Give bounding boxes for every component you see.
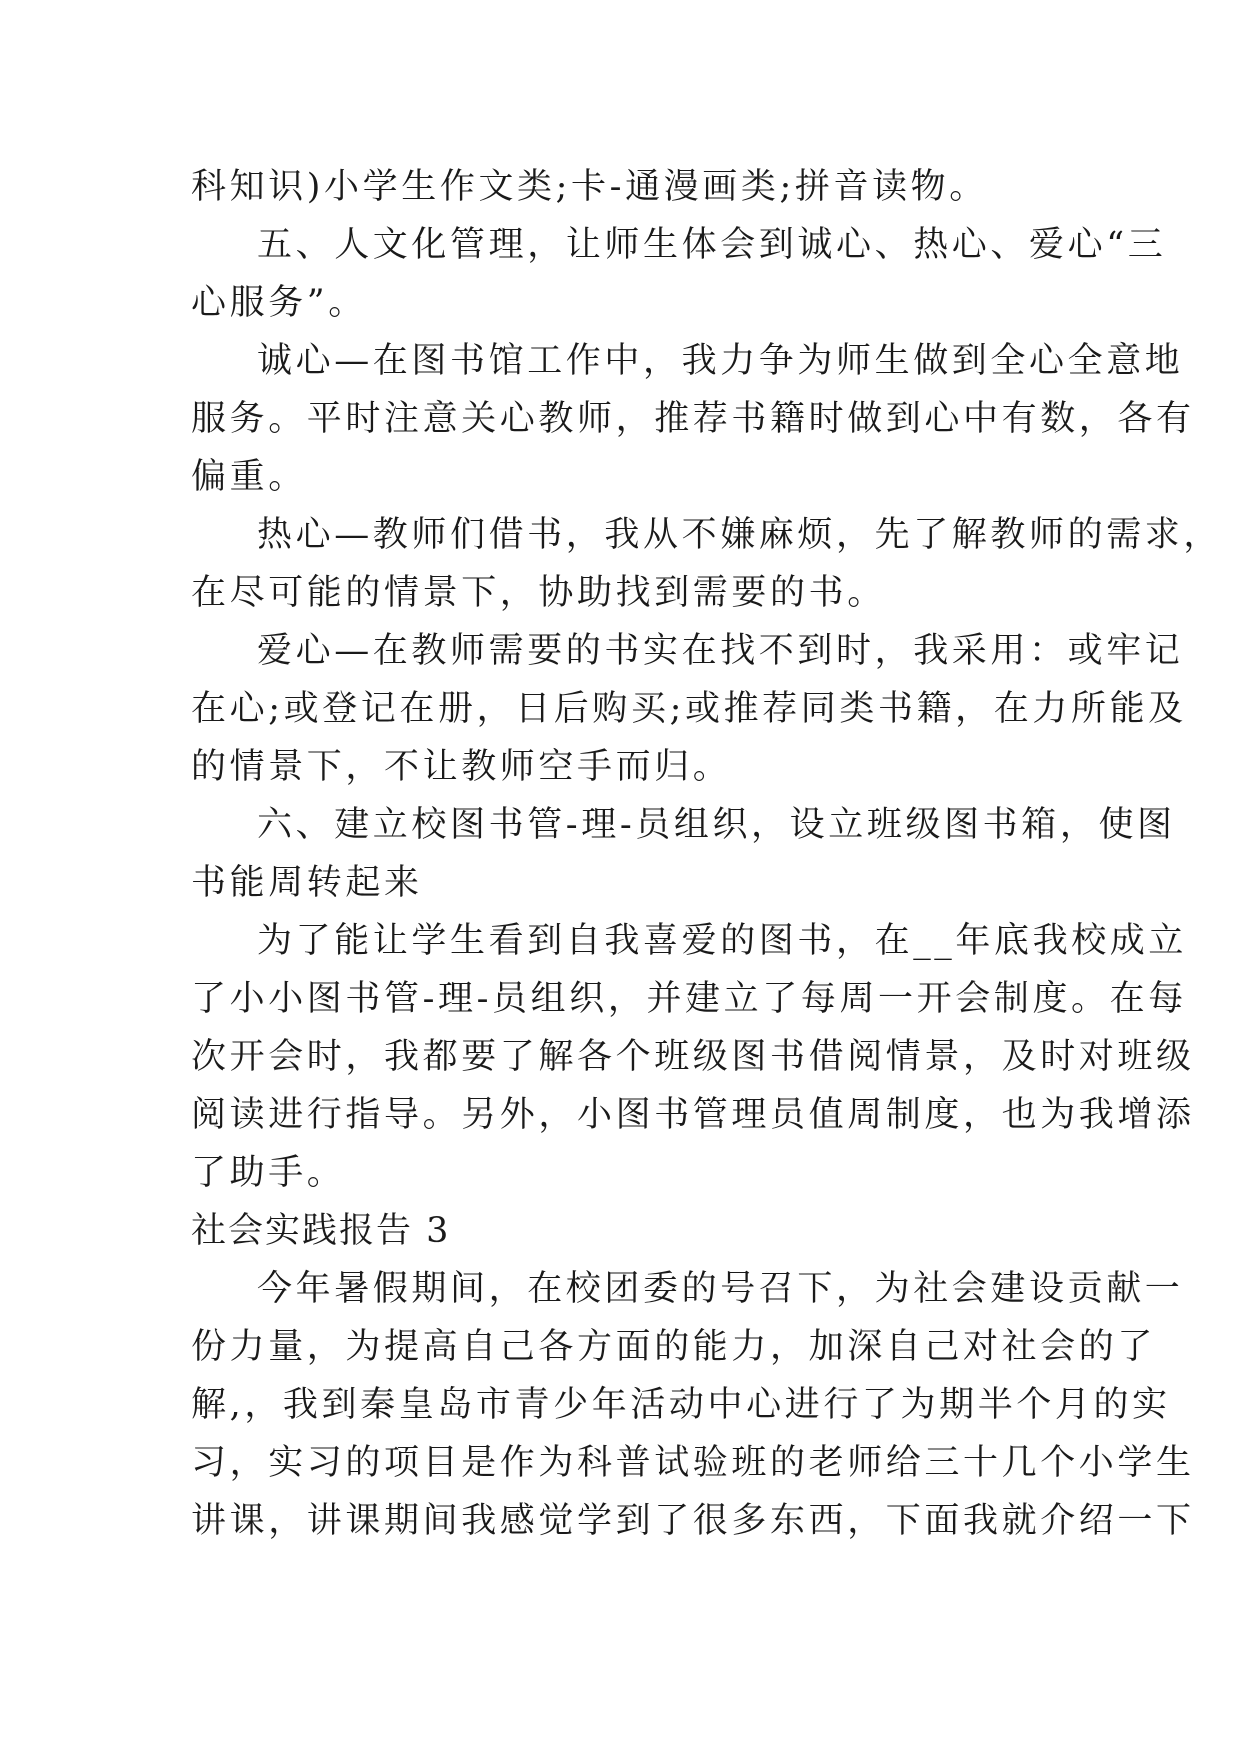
paragraph-start: 为了能让学生看到自我喜爱的图书，在__年底我校成立 [257, 921, 1188, 961]
text-line: 了小小图书管-理-员组织，并建立了每周一开会制度。在每 [191, 979, 1187, 1019]
report-title: 社会实践报告 3 [191, 1211, 451, 1251]
text-line: 讲课，讲课期间我感觉学到了很多东西，下面我就介绍一下 [191, 1501, 1195, 1541]
text-line: 份力量，为提高自己各方面的能力，加深自己对社会的了 [191, 1327, 1157, 1367]
text-line: 的情景下，不让教师空手而归。 [191, 747, 732, 787]
text-line: 心服务”。 [191, 283, 367, 323]
section-heading-six: 六、建立校图书管-理-员组织，设立班级图书箱，使图 [257, 805, 1176, 845]
text-line: 阅读进行指导。另外，小图书管理员值周制度，也为我增添 [191, 1095, 1195, 1135]
text-line: 在尽可能的情景下，协助找到需要的书。 [191, 573, 886, 613]
text-line: 服务。平时注意关心教师，推荐书籍时做到心中有数，各有 [191, 399, 1195, 439]
text-line: 次开会时，我都要了解各个班级图书借阅情景，及时对班级 [191, 1037, 1195, 1077]
text-line: 偏重。 [191, 457, 307, 497]
text-line: 习，实习的项目是作为科普试验班的老师给三十几个小学生 [191, 1443, 1195, 1483]
paragraph-start: 诚心—在图书馆工作中，我力争为师生做到全心全意地 [257, 341, 1184, 381]
section-heading-five: 五、人文化管理，让师生体会到诚心、热心、爱心“三 [257, 225, 1167, 265]
paragraph-start: 今年暑假期间，在校团委的号召下，为社会建设贡献一 [257, 1269, 1184, 1309]
paragraph-start: 热心—教师们借书，我从不嫌麻烦，先了解教师的需求， [257, 515, 1223, 555]
text-line: 解,，我到秦皇岛市青少年活动中心进行了为期半个月的实 [191, 1385, 1171, 1425]
paragraph-start: 爱心—在教师需要的书实在找不到时，我采用：或牢记 [257, 631, 1184, 671]
text-line: 书能周转起来 [191, 863, 423, 903]
text-line: 了助手。 [191, 1153, 346, 1193]
text-line: 科知识)小学生作文类;卡-通漫画类;拼音读物。 [191, 167, 988, 207]
text-line: 在心;或登记在册，日后购买;或推荐同类书籍，在力所能及 [191, 689, 1187, 729]
